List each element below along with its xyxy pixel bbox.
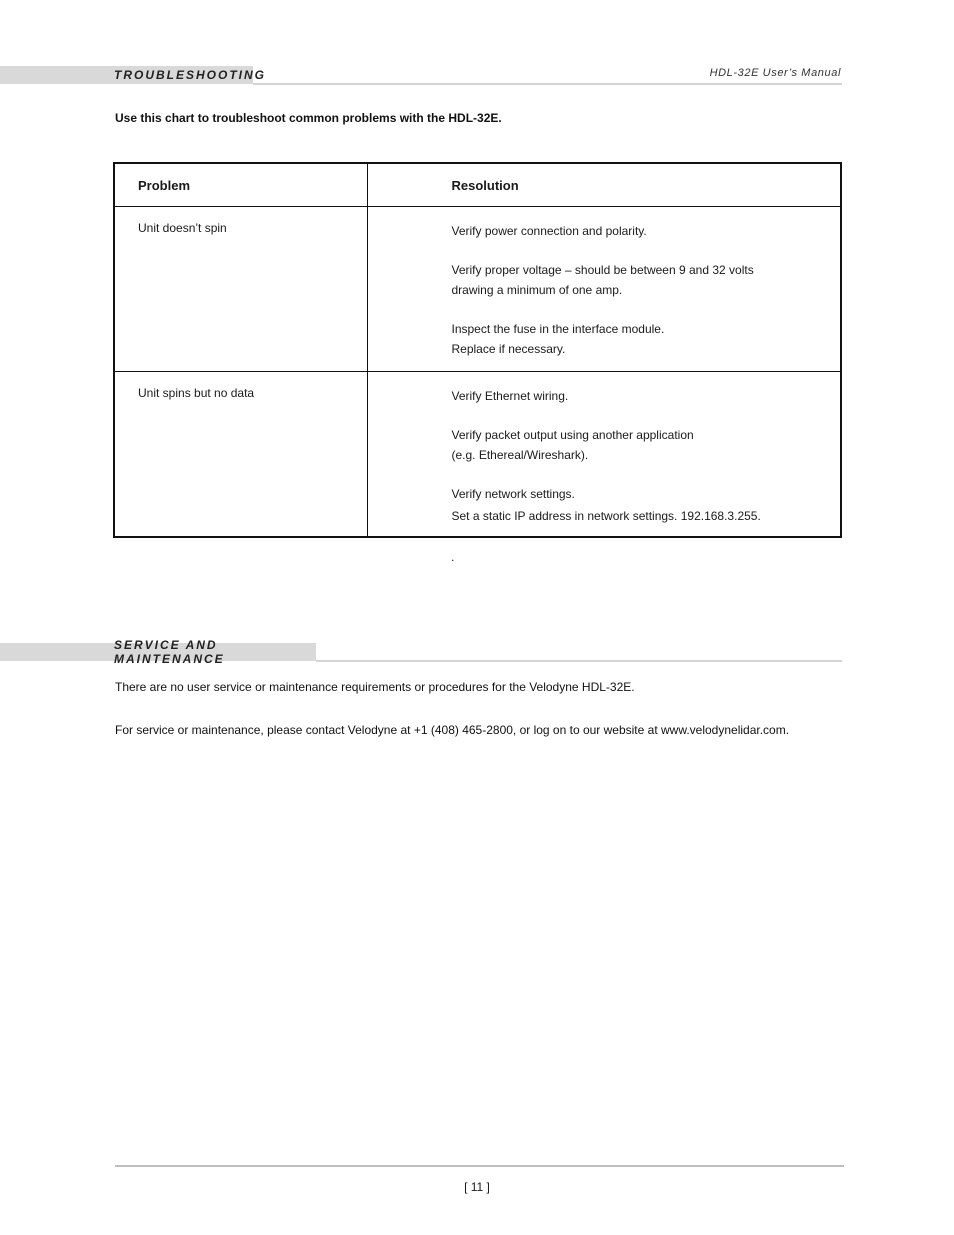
page-number: [ 11 ] [464, 1180, 490, 1194]
stray-period: . [451, 550, 455, 564]
table-row [114, 372, 841, 538]
resolution-item [452, 319, 841, 359]
service-paragraph: There are no user service or maintenance requirements or procedures for the Velodyne HDL-32E. [115, 680, 635, 694]
intro-text: Use this chart to troubleshoot common problems with the HDL-32E. [115, 111, 502, 125]
resolution-line: Replace if necessary. [451, 342, 566, 356]
column-header-problem: Problem [114, 163, 367, 207]
resolution-line: Set a static IP address in network settings. 192.168.3.255. [451, 509, 761, 523]
section-rule [253, 83, 842, 85]
resolution-line: Inspect the fuse in the interface module. [451, 322, 665, 336]
manual-title: HDL-32E User’s Manual [709, 67, 841, 79]
resolution-item [452, 260, 841, 300]
resolution-item [452, 425, 841, 465]
resolution-line: Verify network settings. [451, 487, 575, 501]
section-title: TROUBLESHOOTING [0, 66, 253, 84]
resolution-item [452, 221, 841, 241]
resolution-line: drawing a minimum of one amp. [451, 283, 623, 297]
resolution-line: Verify packet output using another application [451, 428, 694, 442]
resolution-line: Verify proper voltage – should be between 9 and 32 volts [451, 263, 754, 277]
resolution-line: (e.g. Ethereal/Wireshark). [451, 448, 589, 462]
table-row [114, 207, 841, 372]
section-rule [316, 660, 842, 662]
problem-cell: Unit doesn’t spin [114, 207, 367, 372]
resolution-item [452, 484, 841, 526]
service-header [0, 638, 316, 666]
resolution-line: Verify power connection and polarity. [451, 224, 647, 238]
table-header-row [114, 163, 841, 207]
resolution-cell [367, 207, 841, 372]
resolution-cell [367, 372, 841, 538]
footer-rule [115, 1165, 844, 1167]
resolution-line: Verify Ethernet wiring. [451, 389, 569, 403]
troubleshooting-header [0, 66, 266, 84]
service-paragraph: For service or maintenance, please contact Velodyne at +1 (408) 465-2800, or log on to our website at www.velodynelidar.com. [115, 723, 790, 737]
resolution-item [452, 386, 841, 406]
problem-cell: Unit spins but no data [114, 372, 367, 538]
troubleshooting-table [113, 162, 842, 538]
column-header-resolution: Resolution [367, 163, 841, 207]
section-title: SERVICE AND MAINTENANCE [0, 643, 316, 661]
